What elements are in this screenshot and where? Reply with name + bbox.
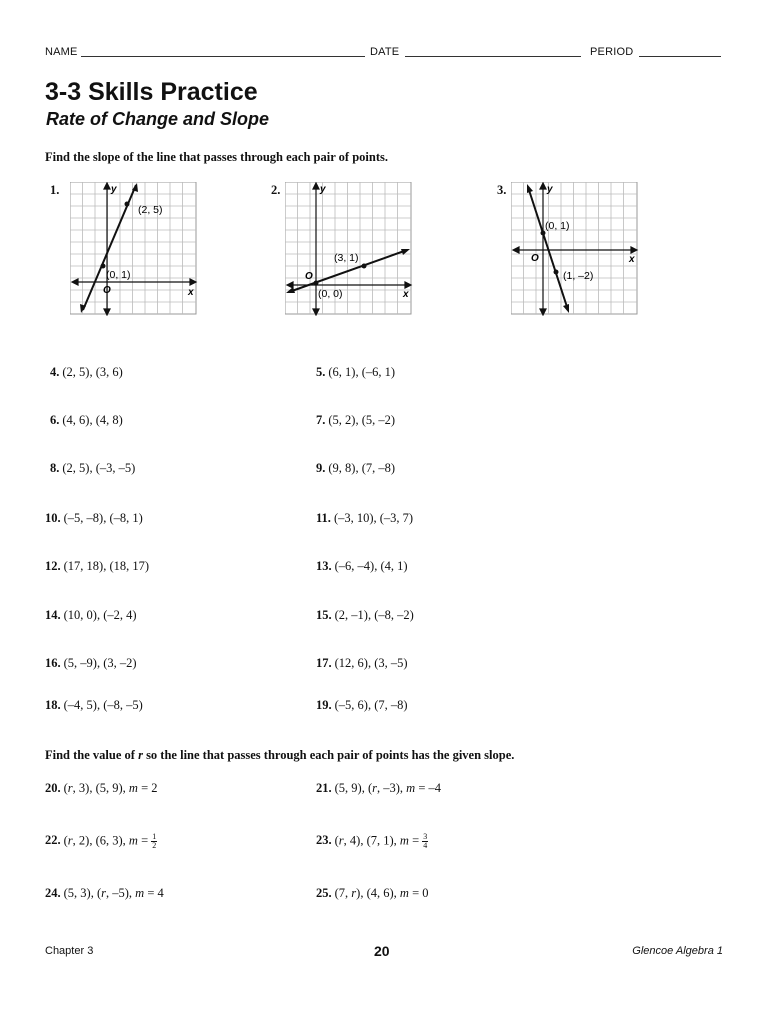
- problem-8: [50, 461, 135, 476]
- variable-r: r: [67, 833, 73, 848]
- problem-16: [45, 656, 137, 671]
- problem-9: [316, 461, 395, 476]
- slope-value: = –4: [415, 781, 442, 795]
- instructions-slope: Find the slope of the line that passes through each pair of points.: [45, 150, 388, 164]
- date-label: DATE: [370, 46, 400, 58]
- variable-m: m: [406, 781, 416, 795]
- problem-text: (12, 6), (3, –5): [334, 656, 408, 670]
- page-number: 20: [374, 943, 390, 959]
- variable-m: m: [399, 886, 409, 900]
- problem-17: [316, 656, 408, 671]
- problem-11: [316, 511, 413, 526]
- page-title: 3-3 Skills Practice: [45, 78, 258, 106]
- graph-3-y-label: y: [547, 184, 553, 195]
- problem-text: , –3),: [377, 781, 407, 795]
- footer-book: Glencoe Algebra 1: [632, 945, 723, 957]
- problem-number: 15.: [316, 608, 332, 622]
- footer-chapter: Chapter 3: [45, 945, 94, 957]
- problem-number: 17.: [316, 656, 332, 670]
- variable-r: r: [101, 886, 106, 900]
- problem-6: [50, 413, 123, 428]
- graph-3-point-b-label: (1, –2): [563, 270, 594, 282]
- problem-13: [316, 559, 408, 574]
- instructions-variable: r: [138, 748, 143, 762]
- problem-number: 13.: [316, 559, 332, 573]
- graph-1-point-b-label: (0, 1): [106, 269, 131, 281]
- problem-text: , 3), (5, 9),: [72, 781, 129, 795]
- graph-2-point-a-label: (3, 1): [334, 252, 359, 264]
- problem-text: (2, –1), (–8, –2): [334, 608, 414, 622]
- graph-2-number: 2.: [271, 183, 281, 197]
- period-label: PERIOD: [590, 46, 634, 58]
- graph-3-point-a-label: (0, 1): [545, 220, 570, 232]
- problem-14: [45, 608, 137, 623]
- graph-2-y-label: y: [320, 184, 326, 195]
- slope-equals: =: [408, 833, 423, 848]
- fraction-numerator: 1: [152, 832, 157, 841]
- problem-18: [45, 698, 143, 713]
- problem-23: 23. (r, 4), (7, 1), m = $\frac{3}{4}$: [316, 832, 428, 850]
- problem-22: 22. (r, 2), (6, 3), m = $\frac{1}{2}$: [45, 832, 157, 850]
- problem-text: (17, 18), (18, 17): [63, 559, 150, 573]
- problem-12: [45, 559, 149, 574]
- problem-text: ), (4, 6),: [356, 886, 400, 900]
- date-blank[interactable]: [405, 46, 581, 57]
- problem-text: (7,: [334, 886, 352, 900]
- slope-equals: =: [137, 833, 152, 848]
- slope-value: = 0: [408, 886, 429, 900]
- fraction-denominator: 2: [152, 841, 157, 850]
- problem-number: 7.: [316, 413, 326, 427]
- problem-text: (2, 5), (–3, –5): [62, 461, 136, 475]
- problem-number: 19.: [316, 698, 332, 712]
- graph-1-point-a-label: (2, 5): [138, 204, 163, 216]
- variable-m: m: [128, 781, 138, 795]
- variable-m: m: [399, 833, 409, 848]
- problem-number: 9.: [316, 461, 326, 475]
- variable-r: r: [372, 781, 377, 795]
- problem-19: [316, 698, 408, 713]
- problem-5: [316, 365, 395, 380]
- variable-r: r: [67, 781, 73, 795]
- slope-fraction: [151, 833, 157, 850]
- problem-number: 10.: [45, 511, 61, 525]
- graph-2-point-b-label: (0, 0): [318, 288, 343, 300]
- problem-number: 6.: [50, 413, 60, 427]
- problem-15: [316, 608, 414, 623]
- problem-21: [316, 781, 441, 796]
- slope-fraction: [422, 833, 428, 850]
- problem-number: 24.: [45, 886, 61, 900]
- problem-number: 5.: [316, 365, 326, 379]
- problem-text: , –5),: [106, 886, 136, 900]
- problem-text: (–4, 5), (–8, –5): [63, 698, 143, 712]
- problem-number: 21.: [316, 781, 332, 795]
- variable-r: r: [351, 886, 357, 900]
- problem-text: (–5, 6), (7, –8): [334, 698, 408, 712]
- problem-number: 11.: [316, 511, 331, 525]
- problem-7: [316, 413, 395, 428]
- graph-3-x-label: x: [629, 254, 635, 265]
- instructions-text: so the line that passes through each pair of points has the given slope.: [142, 748, 515, 762]
- slope-value: = 2: [137, 781, 158, 795]
- problem-text: (2, 5), (3, 6): [62, 365, 123, 379]
- problem-10: [45, 511, 143, 526]
- graph-1-origin: O: [103, 285, 111, 296]
- problem-text: (9, 8), (7, –8): [328, 461, 396, 475]
- problem-number: 20.: [45, 781, 61, 795]
- graph-2: [285, 182, 413, 316]
- slope-value: = 4: [144, 886, 164, 900]
- problem-text: (10, 0), (–2, 4): [63, 608, 137, 622]
- problem-24: [45, 886, 164, 901]
- problem-number: 4.: [50, 365, 60, 379]
- problem-number: 18.: [45, 698, 61, 712]
- fraction-denominator: 4: [423, 841, 428, 850]
- variable-m: m: [128, 833, 138, 848]
- problem-number: 14.: [45, 608, 61, 622]
- graph-3-number: 3.: [497, 183, 507, 197]
- problem-text: (–3, 10), (–3, 7): [333, 511, 414, 525]
- problem-text: (5, –9), (3, –2): [63, 656, 137, 670]
- period-blank[interactable]: [639, 46, 721, 57]
- problem-number: 8.: [50, 461, 60, 475]
- problem-text: (5, 9), (: [334, 781, 373, 795]
- graph-1-y-label: y: [111, 184, 117, 195]
- problem-number: 25.: [316, 886, 332, 900]
- problem-text: (5, 3), (: [63, 886, 102, 900]
- problem-text: , 2), (6, 3),: [72, 833, 129, 848]
- problem-text: (5, 2), (5, –2): [328, 413, 396, 427]
- variable-r: r: [338, 833, 344, 848]
- problem-text: (–6, –4), (4, 1): [334, 559, 408, 573]
- problem-text: (6, 1), (–6, 1): [328, 365, 396, 379]
- problem-number: 16.: [45, 656, 61, 670]
- name-label: NAME: [45, 46, 78, 58]
- fraction-numerator: 3: [423, 832, 428, 841]
- problem-text: (4, 6), (4, 8): [62, 413, 123, 427]
- instructions-find-r: [45, 748, 514, 763]
- graph-1-x-label: x: [188, 287, 194, 298]
- problem-20: 20. (r, 3), (5, 9), m = 2: [45, 781, 158, 795]
- name-blank[interactable]: [81, 46, 365, 57]
- variable-m: m: [135, 886, 145, 900]
- graph-1-number: 1.: [50, 183, 60, 197]
- problem-text: (–5, –8), (–8, 1): [63, 511, 143, 525]
- problem-number: 12.: [45, 559, 61, 573]
- page-subtitle: Rate of Change and Slope: [46, 109, 270, 129]
- problem-text: , 4), (7, 1),: [343, 833, 400, 848]
- problem-number: 22.: [45, 833, 61, 848]
- graph-2-origin: O: [305, 271, 313, 282]
- graph-3-origin: O: [531, 253, 539, 264]
- graph-2-x-label: x: [403, 289, 409, 300]
- problem-4: [50, 365, 123, 380]
- graph-1: [70, 182, 198, 316]
- instructions-text: Find the value of: [45, 748, 139, 762]
- problem-25: [316, 886, 429, 901]
- problem-number: 23.: [316, 833, 332, 848]
- graph-3: [511, 182, 639, 316]
